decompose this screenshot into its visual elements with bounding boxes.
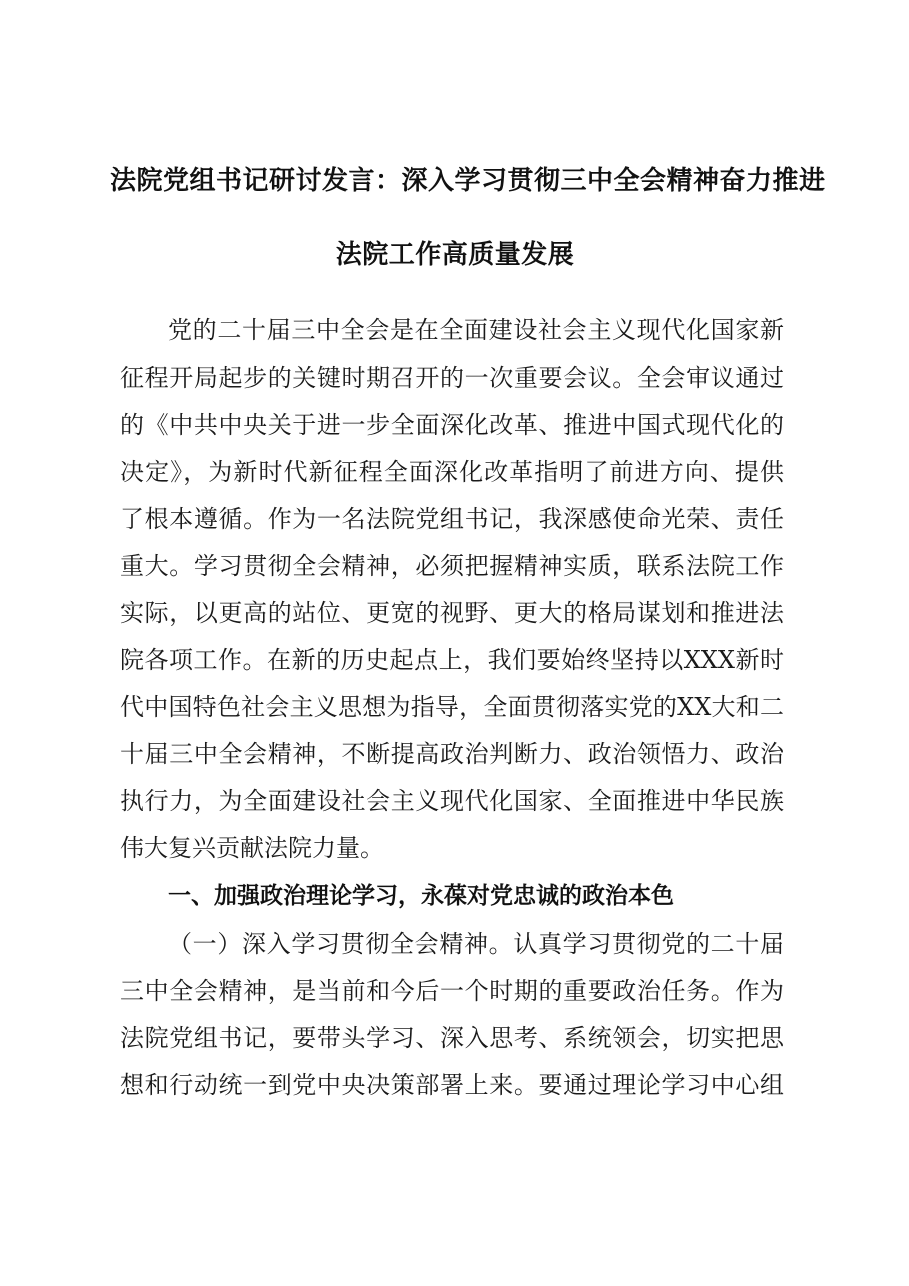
- paragraph-line: （一）深入学习贯彻全会精神。认真学习贯彻党的二十届: [168, 930, 784, 958]
- paragraph-line: 了根本遵循。作为一名法院党组书记，我深感使命光荣、责任: [120, 505, 784, 533]
- paragraph-line: 执行力，为全面建设社会主义现代化国家、全面推进中华民族: [120, 787, 784, 815]
- paragraph-line: 征程开局起步的关键时期召开的一次重要会议。全会审议通过: [120, 364, 784, 392]
- paragraph-line: 三中全会精神，是当前和今后一个时期的重要政治任务。作为: [120, 977, 784, 1005]
- paragraph-line: 想和行动统一到党中央决策部署上来。要通过理论学习中心组: [120, 1071, 784, 1099]
- paragraph-line: 实际，以更高的站位、更宽的视野、更大的格局谋划和推进法: [120, 599, 784, 627]
- paragraph-line: 伟大复兴贡献法院力量。: [120, 834, 384, 862]
- paragraph-line: 十届三中全会精神，不断提高政治判断力、政治领悟力、政治: [120, 740, 784, 768]
- document-title-line-1: 法院党组书记研讨发言：深入学习贯彻三中全会精神奋力推进: [110, 166, 826, 196]
- paragraph-line: 决定》，为新时代新征程全面深化改革指明了前进方向、提供: [120, 458, 784, 486]
- paragraph-line: 党的二十届三中全会是在全面建设社会主义现代化国家新: [168, 316, 784, 344]
- paragraph-line: 代中国特色社会主义思想为指导，全面贯彻落实党的XX大和二: [120, 693, 784, 721]
- paragraph-line: 院各项工作。在新的历史起点上，我们要始终坚持以XXX新时: [120, 646, 784, 674]
- section-heading: 一、加强政治理论学习，永葆对党忠诚的政治本色: [168, 883, 674, 909]
- paragraph-line: 法院党组书记，要带头学习、深入思考、系统领会，切实把思: [120, 1024, 784, 1052]
- document-title-line-2: 法院工作高质量发展: [335, 240, 575, 270]
- paragraph-line: 重大。学习贯彻全会精神，必须把握精神实质，联系法院工作: [120, 552, 784, 580]
- paragraph-line: 的《中共中央关于进一步全面深化改革、推进中国式现代化的: [120, 411, 784, 439]
